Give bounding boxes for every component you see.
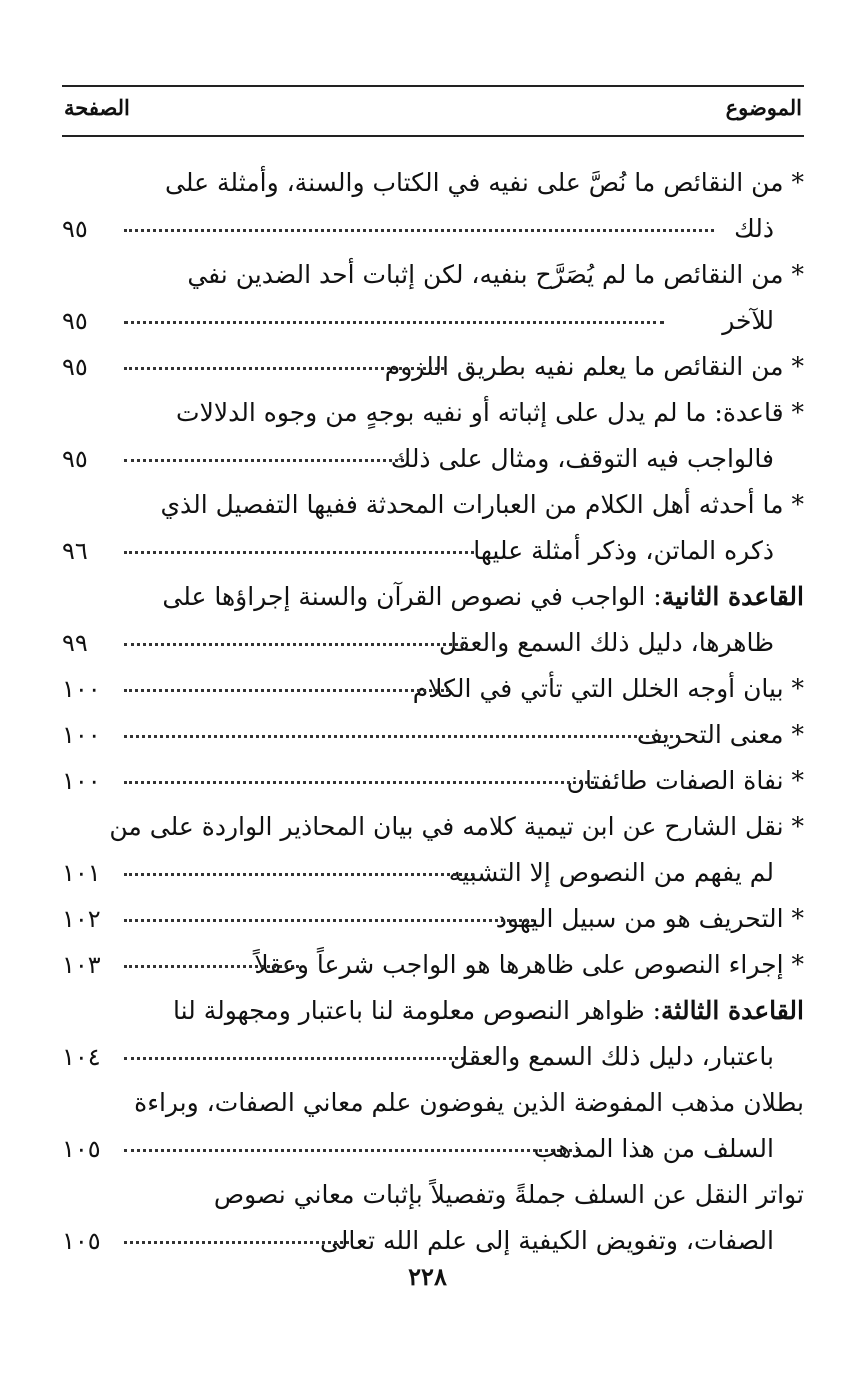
toc-page-number: ٩٩	[62, 629, 88, 657]
toc-page-number: ٩٥	[62, 353, 88, 381]
toc-entry-line	[62, 1172, 804, 1218]
toc-entry-line	[62, 942, 804, 988]
toc-entry-text: القاعدة الثانية: الواجب في نصوص القرآن والسنة إجراؤها على	[162, 582, 804, 611]
toc-entry	[62, 712, 804, 758]
toc-entry-line	[62, 344, 804, 390]
toc-entry-line	[62, 252, 804, 298]
toc-entry-text: * من النقائص ما لم يُصَرَّح بنفيه، لكن إثبات أحد الضدين نفي	[187, 260, 804, 289]
toc-entry-line	[62, 1218, 804, 1264]
toc-entry-text: * ما أحدثه أهل الكلام من العبارات المحدثة ففيها التفصيل الذي	[160, 490, 804, 519]
dot-leader	[124, 643, 464, 646]
toc-entry-line	[62, 1034, 804, 1080]
toc-page-number: ١٠٥	[62, 1135, 101, 1163]
dot-leader	[124, 551, 474, 554]
toc-entry-line	[62, 298, 804, 344]
toc-entry-text: تواتر النقل عن السلف جملةً وتفصيلاً بإثبات معاني نصوص	[213, 1180, 804, 1209]
toc-entry	[62, 988, 804, 1080]
toc-entry-text: للآخر	[722, 306, 774, 335]
toc-page-number: ٩٥	[62, 307, 88, 335]
toc-entry	[62, 1172, 804, 1264]
toc-entry-line	[62, 620, 804, 666]
table-of-contents	[62, 160, 804, 1264]
page-column-label: الصفحة	[64, 95, 130, 120]
toc-entry-line	[62, 528, 804, 574]
toc-entry-text: ذكره الماتن، وذكر أمثلة عليها	[473, 536, 774, 565]
toc-entry-line	[62, 390, 804, 436]
toc-entry-text: * نقل الشارح عن ابن تيمية كلامه في بيان المحاذير الواردة على من	[109, 812, 804, 841]
toc-entry-text: فالواجب فيه التوقف، ومثال على ذلك	[390, 444, 774, 473]
dot-leader	[124, 873, 474, 876]
toc-entry-text: السلف من هذا المذهب	[533, 1134, 774, 1163]
toc-entry-text: لم يفهم من النصوص إلا التشبيه	[448, 858, 774, 887]
toc-entry	[62, 252, 804, 344]
toc-header	[62, 85, 804, 137]
toc-entry-line	[62, 206, 804, 252]
dot-leader	[124, 459, 404, 462]
toc-page-number: ٩٥	[62, 215, 88, 243]
toc-entry-line	[62, 1080, 804, 1126]
toc-page-number: ١٠٥	[62, 1227, 101, 1255]
toc-entry-text: ظاهرها، دليل ذلك السمع والعقل	[438, 628, 774, 657]
dot-leader	[124, 367, 444, 370]
dot-leader	[124, 229, 714, 232]
toc-page-number: ١٠١	[62, 859, 101, 887]
toc-entry-line	[62, 850, 804, 896]
dot-leader	[124, 965, 299, 968]
toc-page-number: ١٠٠	[62, 767, 101, 795]
toc-entry-text: باعتبار، دليل ذلك السمع والعقل	[449, 1042, 774, 1071]
dot-leader	[124, 919, 534, 922]
toc-page-number: ٩٥	[62, 445, 88, 473]
toc-entry	[62, 160, 804, 252]
toc-entry-line	[62, 482, 804, 528]
toc-entry-text: * نفاة الصفات طائفتان	[566, 766, 804, 795]
toc-page-number: ١٠٠	[62, 675, 101, 703]
toc-entry-text: * قاعدة: ما لم يدل على إثباته أو نفيه بوجهٍ من وجوه الدلالات	[176, 398, 804, 427]
toc-entry	[62, 758, 804, 804]
toc-entry-text: ذلك	[734, 214, 774, 243]
dot-leader	[124, 1057, 464, 1060]
toc-page-number: ٩٦	[62, 537, 88, 565]
toc-entry	[62, 896, 804, 942]
toc-entry	[62, 666, 804, 712]
dot-leader	[124, 321, 664, 324]
toc-page-number: ١٠٠	[62, 721, 101, 749]
toc-entry-line	[62, 574, 804, 620]
toc-page-number: ١٠٤	[62, 1043, 101, 1071]
toc-entry-text: * إجراء النصوص على ظاهرها هو الواجب شرعاً وعقلاً	[254, 950, 804, 979]
toc-entry	[62, 942, 804, 988]
toc-page-number: ١٠٣	[62, 951, 101, 979]
toc-entry-text: * من النقائص ما نُصَّ على نفيه في الكتاب والسنة، وأمثلة على	[165, 168, 804, 197]
toc-entry-text: * بيان أوجه الخلل التي تأتي في الكلام	[412, 674, 804, 703]
topic-column-label: الموضوع	[725, 95, 802, 120]
page-number: ٢٢٨	[408, 1262, 447, 1291]
toc-entry-line	[62, 436, 804, 482]
toc-entry	[62, 482, 804, 574]
toc-entry-text: بطلان مذهب المفوضة الذين يفوضون علم معاني الصفات، وبراءة	[134, 1088, 804, 1117]
dot-leader	[124, 1149, 579, 1152]
toc-entry-line	[62, 896, 804, 942]
toc-entry-text: القاعدة الثالثة: ظواهر النصوص معلومة لنا باعتبار ومجهولة لنا	[172, 996, 804, 1025]
toc-entry-line	[62, 988, 804, 1034]
toc-entry	[62, 804, 804, 896]
toc-entry-line	[62, 758, 804, 804]
dot-leader	[124, 1241, 349, 1244]
toc-entry-text: * من النقائص ما يعلم نفيه بطريق اللزوم	[384, 352, 804, 381]
dot-leader	[124, 781, 594, 784]
toc-entry	[62, 1080, 804, 1172]
toc-entry-line	[62, 712, 804, 758]
dot-leader	[124, 735, 679, 738]
toc-entry	[62, 390, 804, 482]
toc-entry-line	[62, 804, 804, 850]
toc-entry	[62, 344, 804, 390]
toc-entry-text: الصفات، وتفويض الكيفية إلى علم الله تعالى	[319, 1226, 774, 1255]
toc-entry-line	[62, 160, 804, 206]
toc-entry-text: * معنى التحريف	[636, 720, 804, 749]
toc-entry-text: * التحريف هو من سبيل اليهود	[495, 904, 804, 933]
toc-entry-line	[62, 666, 804, 712]
toc-entry	[62, 574, 804, 666]
toc-entry-line	[62, 1126, 804, 1172]
toc-page-number: ١٠٢	[62, 905, 101, 933]
dot-leader	[124, 689, 449, 692]
